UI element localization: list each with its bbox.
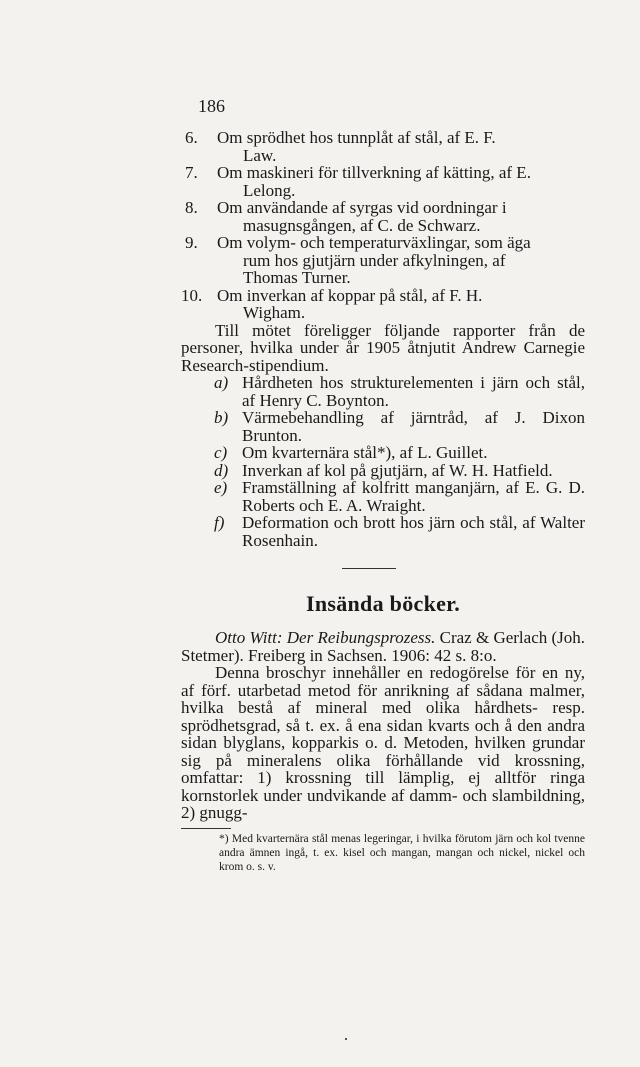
footnote-divider bbox=[181, 828, 231, 829]
item-text: Om volym- och temperaturväxlingar, som äga bbox=[217, 233, 531, 252]
lettered-item bbox=[181, 479, 585, 514]
item-letter: e) bbox=[214, 478, 228, 497]
item-text-cont: Lelong. bbox=[243, 180, 296, 200]
book-entry bbox=[181, 629, 585, 664]
numbered-list bbox=[181, 129, 585, 549]
item-text: Framställning af kolfritt manganjärn, af E. G. D. Roberts och E. A. Wraight. bbox=[242, 478, 585, 515]
lettered-item bbox=[181, 514, 585, 549]
footnote-text: *) Med kvarternära stål menas legeringar, i hvilka förutom järn och kol tvenne andra ämnen ingå, t. ex. kisel och mangan, mangan och nickel, nickel och krom o. s. v. bbox=[219, 833, 585, 873]
book-publisher: Craz & Gerlach (Joh. Stetmer). Freiberg in Sachsen. 1906: 42 s. 8:o. bbox=[181, 628, 586, 665]
item-text-cont: Thomas Turner. bbox=[243, 268, 351, 287]
lettered-item bbox=[181, 374, 585, 409]
page-number: 186 bbox=[198, 96, 225, 116]
list-item bbox=[181, 234, 585, 287]
item-text: Hårdheten hos strukturelementen i järn och stål, af Henry C. Boynton. bbox=[242, 373, 585, 410]
item-letter: d) bbox=[214, 460, 229, 480]
item-letter: f) bbox=[214, 513, 225, 532]
review-paragraph: Denna broschyr innehåller en redogörelse för en ny, af förf. utarbetad metod för anrikning af sådana malmer, hvilka bestå af mineral med olika hårdhets- resp. sprödhetsgrad, så t. ex. å ena sidan kvarts och å den andra sidan blyglans, kopparkis o. d. Metoden, hvilken grundar sig på mineralens olika förhållande vid krossning, omfattar: 1) krossning till lämplig, ej alltför ringa kornstorlek under undvikande af damm- och slambildning, 2) gnugg- bbox=[181, 663, 585, 822]
item-letter: a) bbox=[214, 373, 229, 392]
item-text: Om kvarternära stål*), af L. Guillet. bbox=[242, 443, 488, 462]
book-review bbox=[181, 629, 585, 822]
intro-paragraph: Till mötet föreligger följande rapporter från de personer, hvilka under år 1905 åtnjutit Andrew Carnegie Research-stipendium. bbox=[181, 320, 585, 375]
item-text: Värmebehandling af järntråd, af J. Dixon Brunton. bbox=[242, 408, 585, 445]
item-text-cont: masugnsgången, af C. de Schwarz. bbox=[243, 215, 481, 235]
item-text-cont: Wigham. bbox=[243, 303, 306, 322]
item-text-cont: rum hos gjutjärn under afkylningen, af bbox=[243, 250, 506, 270]
item-text-cont: Law. bbox=[243, 145, 277, 165]
item-letter: b) bbox=[214, 408, 229, 427]
item-letter: c) bbox=[214, 443, 228, 462]
item-number: 9. bbox=[185, 233, 198, 252]
item-text: Om maskineri för tillverkning af kätting, af E. bbox=[217, 163, 531, 182]
item-number: 6. bbox=[185, 128, 198, 147]
item-text: Om användande af syrgas vid oordningar i bbox=[217, 198, 507, 217]
item-text: Deformation och brott hos järn och stål, af Walter Rosenhain. bbox=[242, 513, 585, 550]
item-text: Om inverkan af koppar på stål, af F. H. bbox=[217, 285, 483, 305]
item-number: 10. bbox=[181, 285, 203, 305]
item-text: Om sprödhet hos tunnplåt af stål, af E. F. bbox=[217, 128, 496, 147]
print-speck bbox=[345, 1038, 347, 1040]
section-heading: Insända böcker. bbox=[305, 591, 461, 616]
item-number: 7. bbox=[185, 163, 198, 182]
list-item bbox=[181, 287, 585, 322]
lettered-item bbox=[181, 409, 585, 444]
list-item bbox=[181, 129, 585, 164]
lettered-item bbox=[181, 462, 585, 480]
footnote bbox=[181, 832, 585, 874]
lettered-item bbox=[181, 444, 585, 462]
item-text: Inverkan af kol på gjutjärn, af W. H. Hatfield. bbox=[242, 460, 553, 480]
list-item bbox=[181, 164, 585, 199]
list-item bbox=[181, 199, 585, 234]
section-divider bbox=[342, 568, 396, 569]
item-number: 8. bbox=[185, 198, 198, 217]
book-author-title: Otto Witt: Der Reibungsprozess. bbox=[215, 628, 436, 647]
